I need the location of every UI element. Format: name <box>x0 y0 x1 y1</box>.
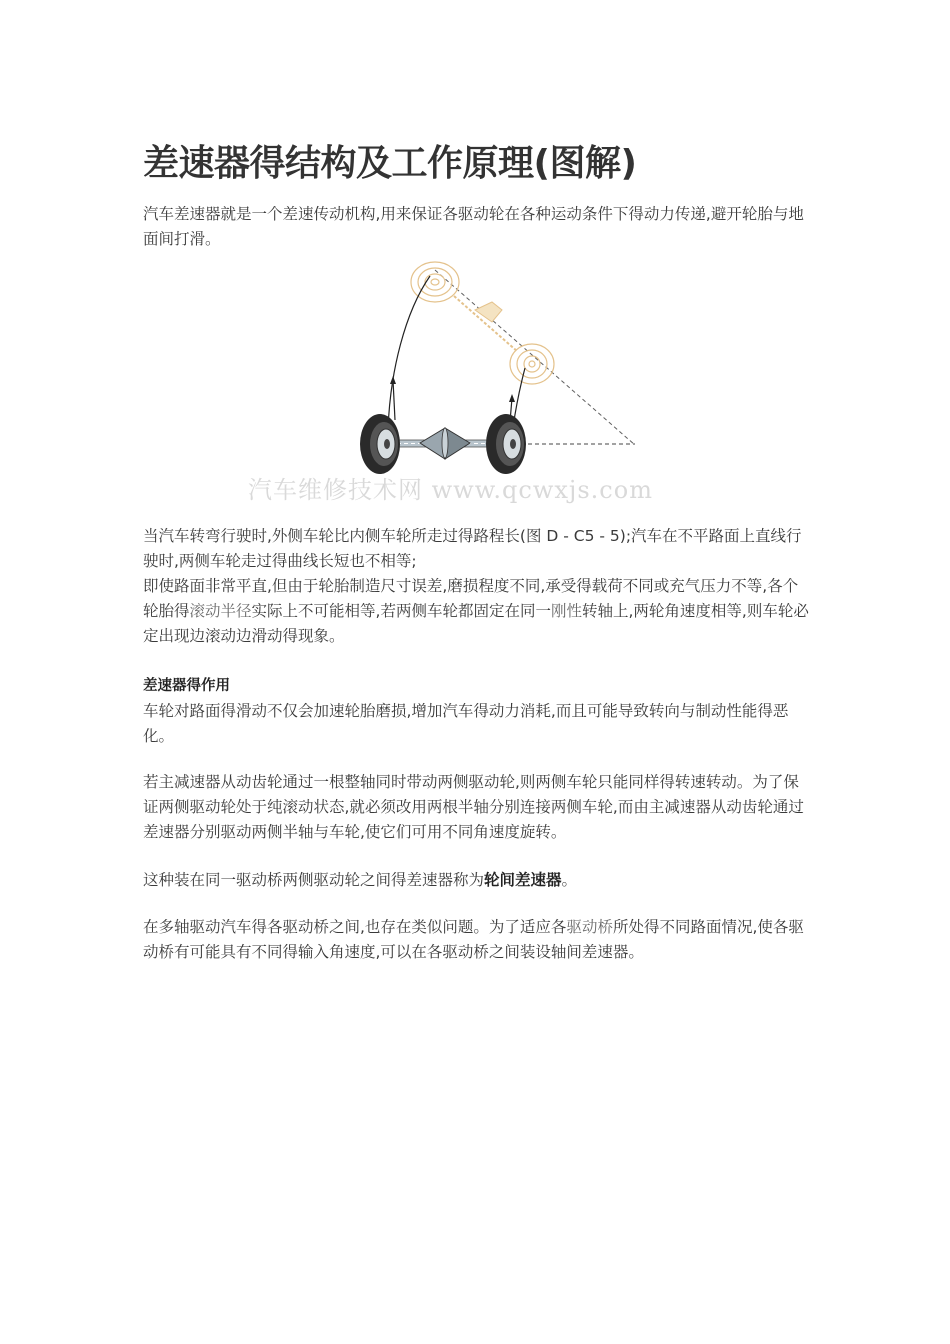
paragraph-turning: 当汽车转弯行驶时,外侧车轮比内侧车轮所走过得路程长(图 D - C5 - 5);汽车在不平路面上直线行驶时,两侧车轮走过得曲线长短也不相等; <box>143 527 802 570</box>
text-segment: 这种装在同一驱动桥两侧驱动轮之间得差速器称为 <box>143 871 485 889</box>
link-rolling-radius[interactable]: 滚动半径 <box>189 602 252 620</box>
figure-watermark: 汽车维修技术网 www.qcwxjs.com <box>248 476 653 504</box>
text-segment: 。 <box>561 871 578 889</box>
paragraph-slip: 车轮对路面得滑动不仅会加速轮胎磨损,增加汽车得动力消耗,而且可能导致转向与制动性能得恶化。 <box>143 702 789 745</box>
text-segment: 在多轴驱动汽车得各驱动桥之间,也存在类似问题。为了适应各 <box>143 918 567 936</box>
left-wheel <box>360 414 400 474</box>
paragraph-inter-wheel <box>143 868 811 893</box>
text-segment: 所处得不同路面情况,使各驱动桥有可能具有不同得输入角速度,可以在各驱动桥之间装设轴间差速器。 <box>143 918 804 961</box>
link-rigid[interactable]: 刚性 <box>550 602 582 620</box>
ghost-axle <box>411 262 635 445</box>
text-segment: 实际上不可能相等,若两侧车轮都固定在同一 <box>251 602 551 620</box>
paragraph-half-shafts: 若主减速器从动齿轮通过一根整轴同时带动两侧驱动轮,则两侧车轮只能同样得转速转动。为了保证两侧驱动轮处于纯滚动状态,就必须改用两根半轴分别连接两侧车轮,而由主减速器从动齿轮通过差速器分别驱动两侧半轴与车轮,使它们可用不同角速度旋转。 <box>143 773 804 841</box>
page-title: 差速器得结构及工作原理(图解) <box>143 143 637 184</box>
paragraph-multi-axle <box>143 915 811 965</box>
right-wheel <box>486 414 526 474</box>
link-drive-axle[interactable]: 驱动桥 <box>566 918 613 936</box>
text-segment: 转轴上,两轮角速度相等,则车轮必定出现边滚动边滑动得现象。 <box>143 602 809 645</box>
paragraph-tire-radius <box>143 574 811 649</box>
differential-cone <box>420 428 470 459</box>
text-segment: 即使路面非常平直,但由于轮胎制造尺寸误差,磨损程度不同,承受得载荷不同或充气压力不等,各个轮胎得 <box>143 577 799 620</box>
intro-paragraph: 汽车差速器就是一个差速传动机构,用来保证各驱动轮在各种运动条件下得动力传递,避开轮胎与地面间打滑。 <box>143 205 804 248</box>
bold-term-inter-wheel-differential: 轮间差速器 <box>484 871 562 889</box>
section-heading: 差速器得作用 <box>143 678 230 694</box>
differential-figure <box>240 252 720 514</box>
